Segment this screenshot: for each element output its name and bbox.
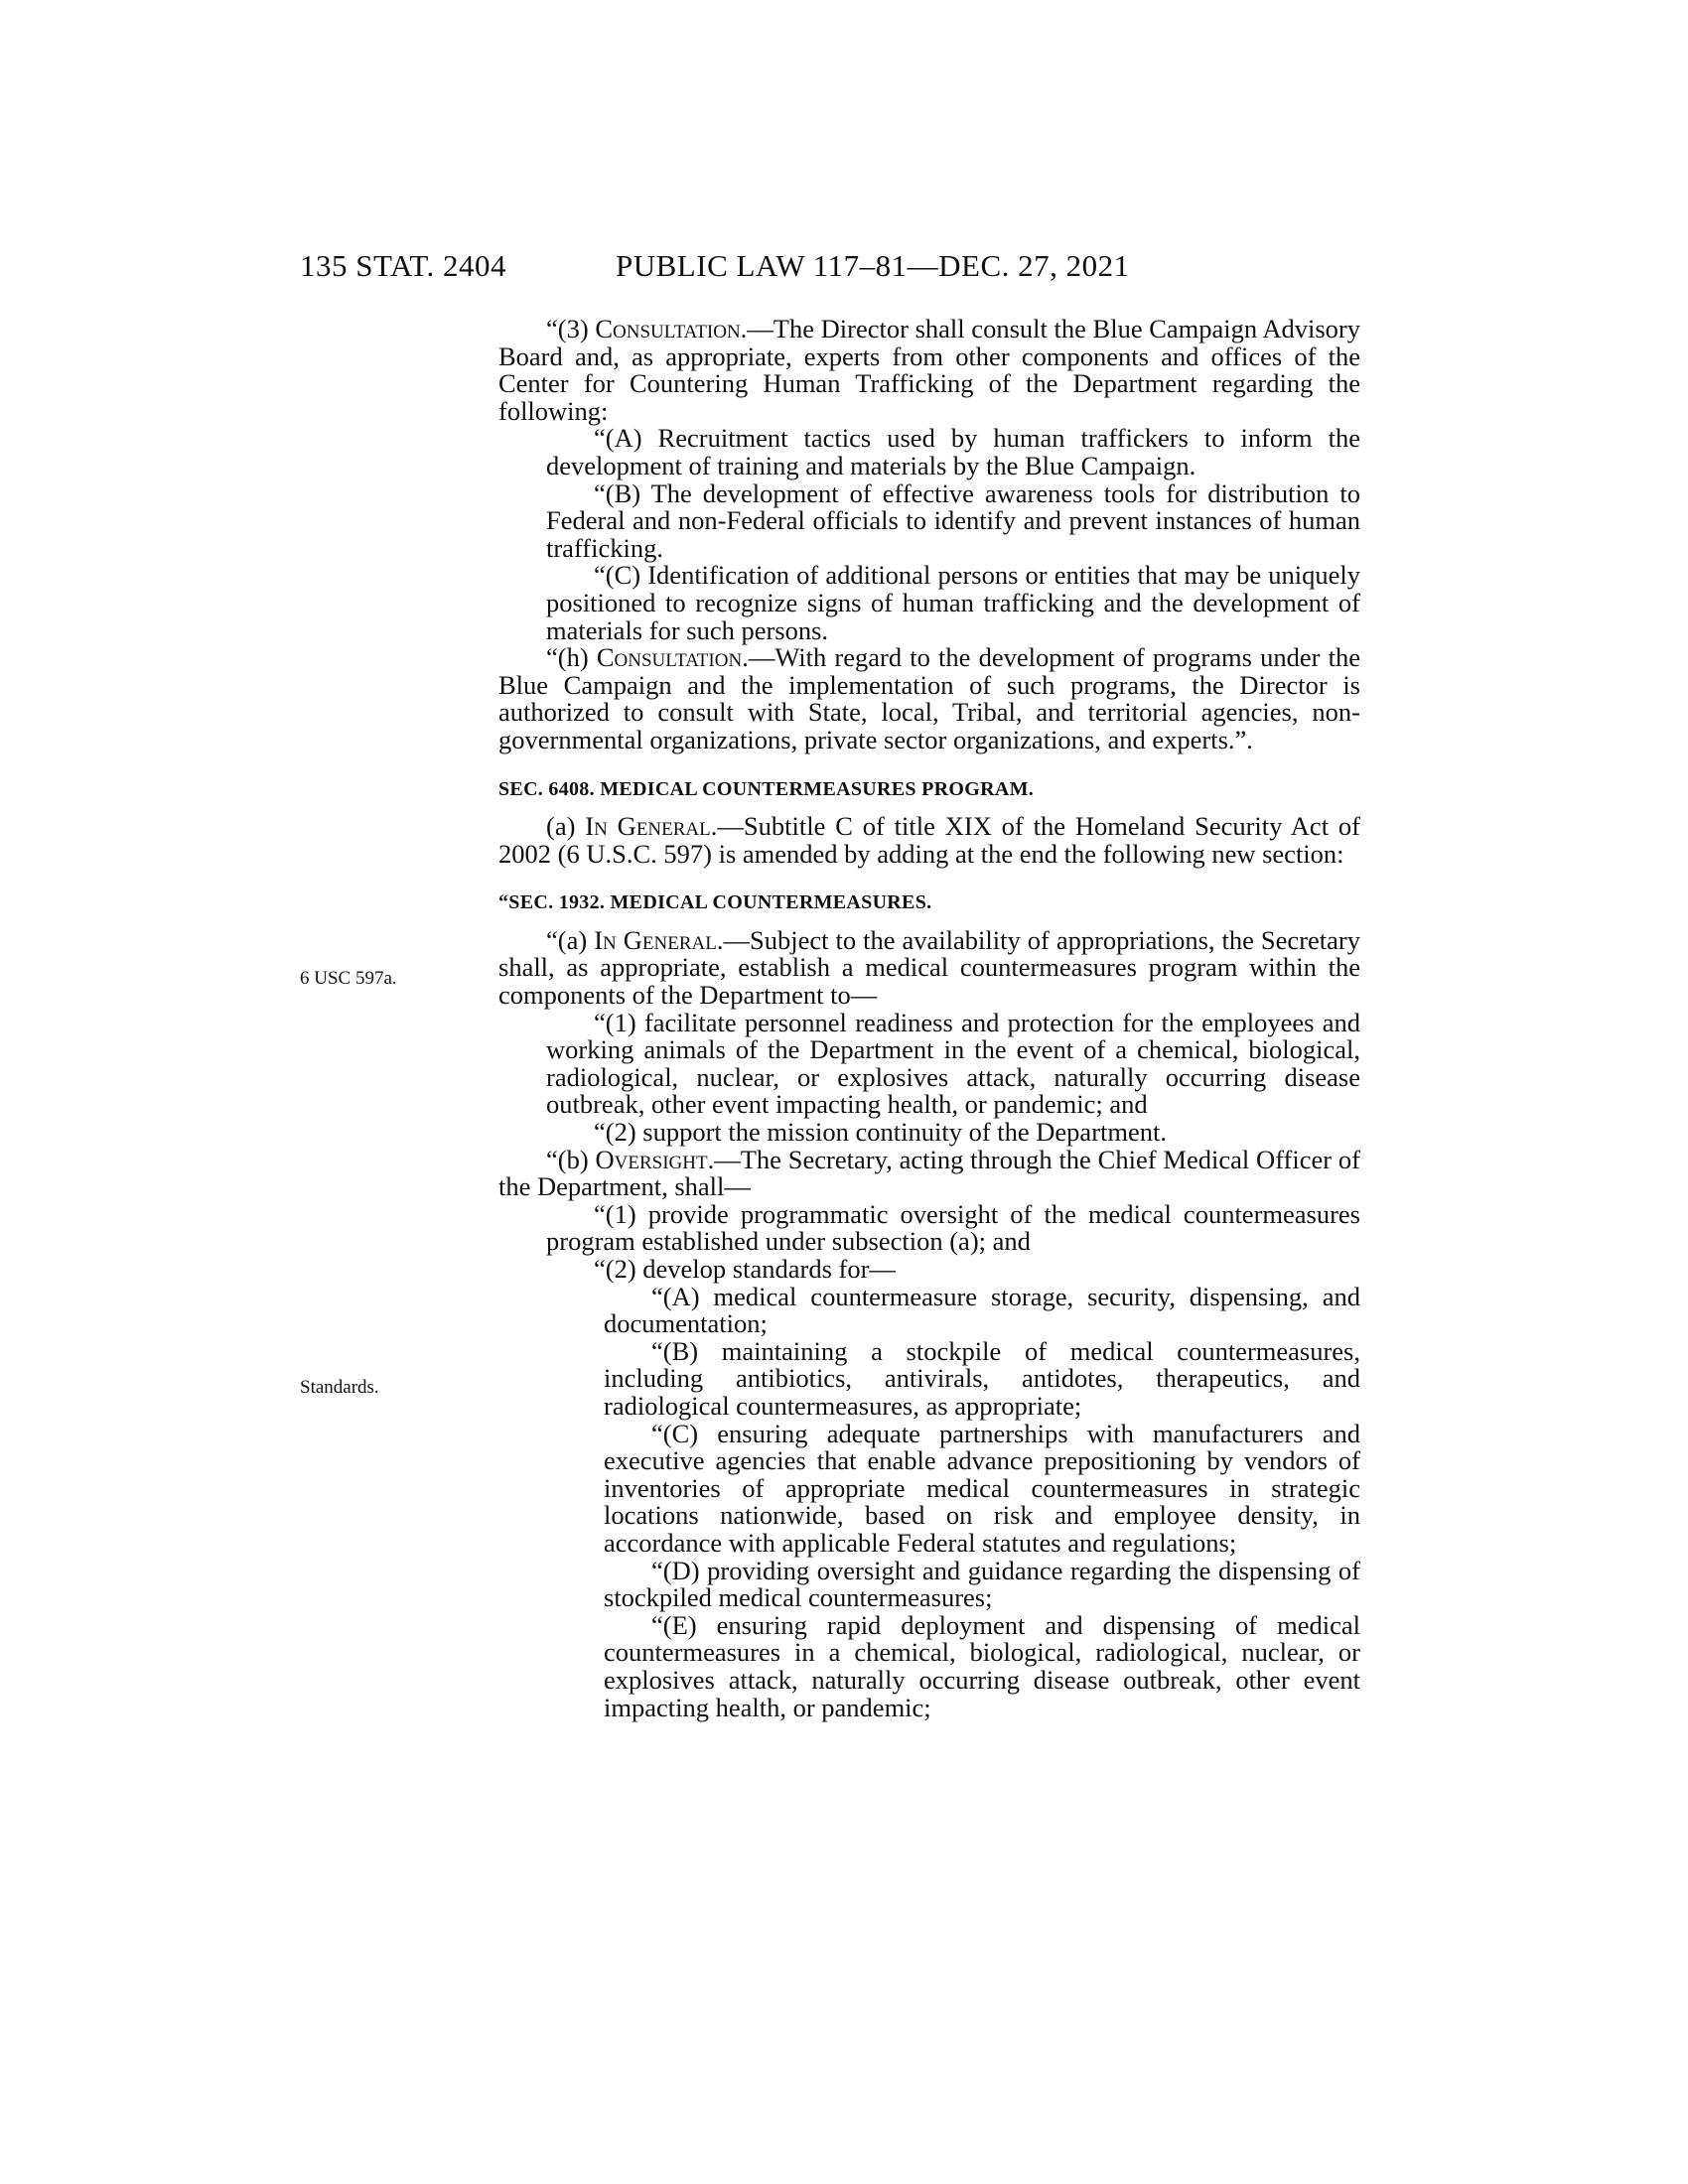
paragraph-1932-a-1: “(1) facilitate personnel readiness and protection for the employees and working animals of the Department in the event of a chemical, biological, radiological, nuclear, or explosives attack, naturally occurring disease outbreak, other event impacting health, or pandemic; and <box>546 1007 1360 1120</box>
paragraph-1932-b-oversight: “(b) Oversight.—The Secretary, acting through the Chief Medical Officer of the Department, shall— <box>498 1144 1360 1202</box>
paragraph-1932-b-2: “(2) develop standards for— <box>594 1254 896 1284</box>
paragraph-3-consultation: “(3) Consultation.—The Director shall consult the Blue Campaign Advisory Board and, as appropriate, experts from other components and offices of the Center for Countering Human Trafficking of the Department regarding the following: <box>498 314 1360 426</box>
paragraph-1932-a-2: “(2) support the mission continuity of the Department. <box>594 1117 1167 1148</box>
paragraph-1932-b-2-B: “(B) maintaining a stockpile of medical countermeasures, including antibiotics, antivirals, antidotes, therapeutics, and radiological countermeasures, as appropriate; <box>604 1335 1360 1421</box>
margin-note-usc: 6 USC 597a. <box>300 968 397 989</box>
running-header: PUBLIC LAW 117–81—DEC. 27, 2021 <box>616 248 1130 283</box>
margin-note-standards: Standards. <box>300 1377 379 1398</box>
paragraph-3B: “(B) The development of effective awareness tools for distribution to Federal and non-Federal officials to identify and prevent instances of human trafficking. <box>546 478 1360 563</box>
paragraph-1932-b-2-A: “(A) medical countermeasure storage, security, dispensing, and documentation; <box>604 1281 1360 1339</box>
paragraph-3C: “(C) Identification of additional persons or entities that may be uniquely positioned to recognize signs of human trafficking and the development of materials for such persons. <box>546 560 1360 645</box>
stat-page-number: 135 STAT. 2404 <box>300 248 507 283</box>
section-6408-heading: SEC. 6408. MEDICAL COUNTERMEASURES PROGRAM. <box>498 777 1035 800</box>
paragraph-1932-b-2-E: “(E) ensuring rapid deployment and dispensing of medical countermeasures in a chemical, biological, radiological, nuclear, or explosives attack, naturally occurring disease outbreak, other event impacting health, or pandemic; <box>604 1609 1360 1722</box>
paragraph-6408-a: (a) In General.—Subtitle C of title XIX of the Homeland Security Act of 2002 (6 U.S.C. 597) is amended by adding at the end the following new section: <box>498 811 1360 869</box>
paragraph-h-consultation: “(h) Consultation.—With regard to the development of programs under the Blue Campaign and the implementation of such programs, the Director is authorized to consult with State, local, Tribal, and territorial agencies, non-governmental organizations, private sector organizations, and experts.”. <box>498 642 1360 754</box>
paragraph-1932-b-2-C: “(C) ensuring adequate partnerships with manufacturers and executive agencies that enable advance prepositioning by vendors of inventories of appropriate medical countermeasures in strategic locations nationwide, based on risk and employee density, in accordance with applicable Federal statutes and regulations; <box>604 1418 1360 1558</box>
paragraph-3A: “(A) Recruitment tactics used by human traffickers to inform the development of training and materials by the Blue Campaign. <box>546 423 1360 480</box>
body-text <box>498 316 1360 1721</box>
paragraph-1932-b-2-D: “(D) providing oversight and guidance regarding the dispensing of stockpiled medical countermeasures; <box>604 1555 1360 1613</box>
paragraph-1932-b-1: “(1) provide programmatic oversight of the medical countermeasures program established under subsection (a); and <box>546 1198 1360 1257</box>
paragraph-1932-a: “(a) In General.—Subject to the availability of appropriations, the Secretary shall, as appropriate, establish a medical countermeasures program within the components of the Department to— <box>498 924 1360 1011</box>
section-1932-heading: “SEC. 1932. MEDICAL COUNTERMEASURES. <box>498 891 932 914</box>
